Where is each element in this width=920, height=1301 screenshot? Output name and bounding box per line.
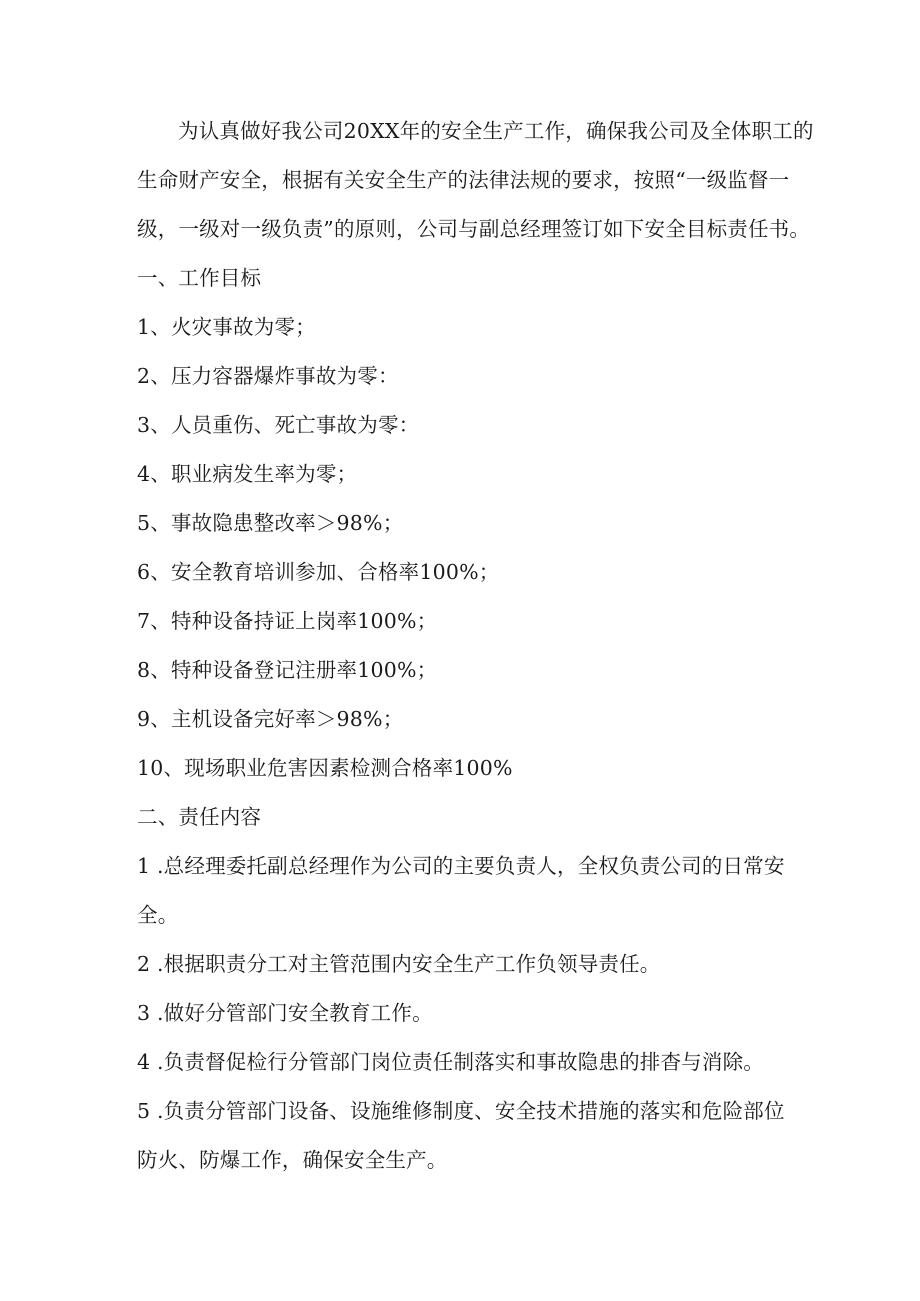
goal-item: 1、火灾事故为零； — [137, 315, 316, 339]
goal-item: 4、职业病发生率为零； — [137, 462, 358, 486]
goal-item: 5、事故隐患整改率＞98%； — [137, 511, 404, 535]
goal-item: 9、主机设备完好率＞98%； — [137, 707, 404, 731]
section-heading-goals: 一、工作目标 — [137, 266, 262, 290]
goal-item: 8、特种设备登记注册率100%； — [137, 658, 438, 682]
responsibility-item-line: 全。 — [137, 903, 179, 927]
responsibility-item-line: 3 .做好分管部门安全教育工作。 — [137, 1001, 433, 1025]
goal-item: 10、现场职业危害因素检测合格率100% — [137, 756, 513, 780]
intro-line-2: 生命财产安全，根据有关安全生产的法律法规的要求，按照“一级监督一 — [137, 168, 790, 192]
responsibility-item-line: 5 .负责分管部门设备、设施维修制度、安全技术措施的落实和危险部位 — [137, 1099, 785, 1123]
section-heading-responsibilities: 二、责任内容 — [137, 805, 262, 829]
goal-item: 6、安全教育培训参加、合格率100%； — [137, 560, 500, 584]
responsibility-item-line: 4 .负责督促检行分管部门岗位责任制落实和事故隐患的排杳与消除。 — [137, 1050, 764, 1074]
responsibility-item-line: 2 .根据职责分工对主管范围内安全生产工作负领导责任。 — [137, 952, 661, 976]
goal-item: 7、特种设备持证上岗率100%； — [137, 609, 438, 633]
responsibility-item-line: 防火、防爆工作，确保安全生产。 — [137, 1148, 448, 1172]
intro-line-1: 为认真做好我公司20XX年的安全生产工作，确保我公司及全体职工的 — [178, 119, 814, 143]
responsibility-item-line: 1 .总经理委托副总经理作为公司的主要负责人，全权负责公司的日常安 — [137, 854, 785, 878]
goal-item: 2、压力容器爆炸事故为零： — [137, 364, 399, 388]
intro-line-3: 级，一级对一级负责”的原则，公司与副总经理签订如下安全目标责任书。 — [137, 217, 811, 241]
goal-item: 3、人员重伤、死亡事故为零： — [137, 413, 420, 437]
